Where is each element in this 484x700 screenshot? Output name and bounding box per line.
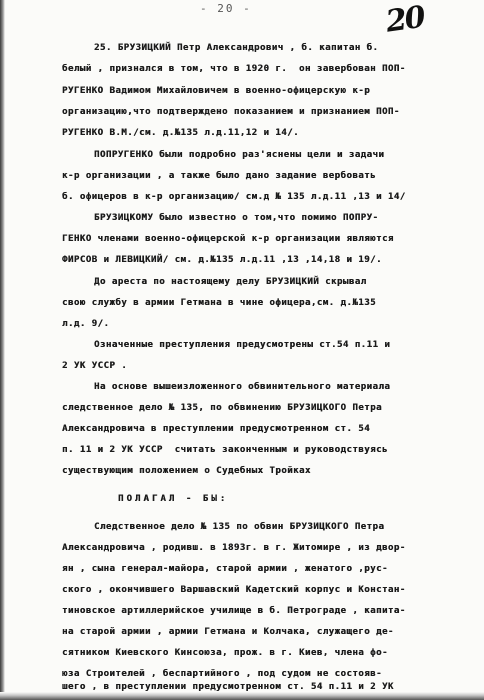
text-line: белый , признался в том, что в 1920 г. он завербован ПОП- — [62, 64, 406, 74]
text-line: Александровича в преступлении предусмотренном ст. 54 — [62, 424, 371, 434]
text-line: ФИРСОВ и ЛЕВИЦКИЙ/ см. д.№135 л.д.11 ,13 ,14,18 и 19/. — [62, 255, 382, 265]
scan-left-edge — [0, 0, 5, 700]
page-number-marker: - 20 - — [200, 2, 252, 15]
handwritten-folio-number: 20 — [383, 0, 426, 40]
text-line: следственное дело № 135, по обвинению БРУЗИЦКОГО Петра — [62, 403, 382, 413]
text-line: До ареста по настоящему делу БРУЗИЦКИЙ скрывал — [94, 277, 367, 287]
scan-bottom-edge — [0, 692, 484, 700]
text-line: ПОПРУГЕНКО были подробно раз'яснены цели и задачи — [94, 150, 385, 160]
text-line: тиновское артиллерийское училище в б. Петрограде , капита- — [62, 606, 406, 616]
text-line: существующим положением о Судебных Тройках — [62, 466, 311, 476]
text-line: ГЕНКО членами военно-офицерской к-р организации являются — [62, 234, 394, 244]
resolution-heading: ПОЛАГАЛ - БЫ: — [118, 494, 229, 504]
text-line: Следственное дело № 135 по обвин БРУЗИЦКОГО Петра — [94, 522, 385, 532]
text-line: к-р организации , а также было дано задание вербовать — [62, 171, 377, 181]
text-line: свою службу в армии Гетмана в чине офицера,см. д.№135 — [62, 298, 377, 308]
text-line: Александровича , родивш. в 1893г. в г. Житомире , из двор- — [62, 543, 406, 553]
text-line: шего , в преступлении предусмотренном ст. 54 п.11 и 2 УК — [62, 682, 394, 692]
text-line: л.д. 9/. — [62, 319, 110, 329]
text-line: РУГЕНКО Вадимом Михайловичем в военно-офицерскую к-р — [62, 86, 371, 96]
text-line: 25. БРУЗИЦКИЙ Петр Александрович , б. капитан б. — [94, 43, 379, 53]
text-line: Означенные преступления предусмотрены ст.54 п.11 и — [94, 340, 391, 350]
text-line: РУГЕНКО В.М./см. д.№135 л.д.11,12 и 14/. — [62, 128, 299, 138]
text-line: БРУЗИЦКОМУ было известно о том,что помимо ПОПРУ- — [94, 213, 379, 223]
text-line: 2 УК УССР . — [62, 361, 128, 371]
text-line: организацию,что подтверждено показанием и признанием ПОП- — [62, 107, 400, 117]
text-line: на старой армии , армии Гетмана и Колчака, служащего де- — [62, 627, 394, 637]
text-line: ян , сына генерал-майора, старой армии , женатого ,рус- — [62, 564, 388, 574]
text-line: б. офицеров в к-р организацию/ см.д № 135 л.д.11 ,13 и 14/ — [62, 192, 406, 202]
text-line: На основе вышеизложенного обвинительного материала — [94, 382, 391, 392]
text-line: ского , окончившего Варшавский Кадетский корпус и Констан- — [62, 585, 406, 595]
text-line: сятником Киевского Кинсоюза, прож. в г. Киев, члена фо- — [62, 648, 388, 658]
text-line: п. 11 и 2 УК УССР считать законченным и руководствуясь — [62, 445, 388, 455]
text-line: юза Строителей , беспартийного , под судом не состояв- — [62, 669, 382, 679]
